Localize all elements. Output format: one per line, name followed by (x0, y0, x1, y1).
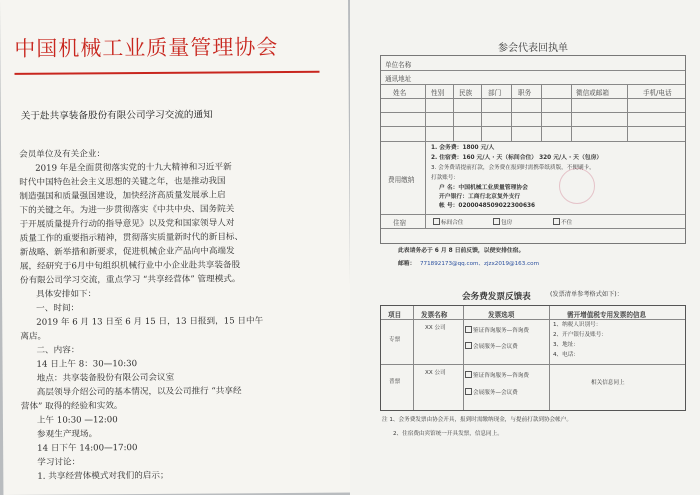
right-page (350, 0, 700, 495)
body-line: 参观生产现场。 (37, 429, 98, 440)
body-line: 新战略、新举措和新要求，促进机械企业产品向中高端发 (19, 246, 235, 258)
fee-label: 费用缴纳 (388, 176, 415, 184)
email-label: 邮箱： (398, 261, 416, 267)
body-line: 离店。 (20, 331, 47, 342)
body-line: 2019 年 6 月 13 日至 6 月 15 日，13 日报到，15 日中午 (36, 316, 264, 328)
body-line: 上午 10:30 —12:00 (36, 415, 118, 426)
col-department: 部门 (488, 89, 502, 97)
invoice-info-line: 3、地址： (553, 342, 579, 348)
fee-line: 3. 会务费请提前打款，会务费在报到时需携带纸质版，不便刷卡， (431, 165, 595, 171)
body-line: 高层领导介绍公司的基本情况，以及公司推行 “共享经 (36, 386, 242, 398)
return-note: 此表请务必于 6 月 8 日前反馈，以便安排住宿。 (398, 248, 525, 254)
checkbox-icon (465, 371, 472, 378)
body-line: 展，经研究于6月中旬组织机械行业中小企业赴共享装备股 (19, 260, 241, 272)
invoice-info-line: 相关信息同上 (591, 380, 625, 386)
body-line: 下的关键之年。为进一步贯彻落实《中共中央、国务院关 (19, 204, 235, 216)
fee-line: 开户银行：工商行北京复外支行 (439, 194, 521, 200)
room-option[interactable]: 不住 (553, 218, 572, 227)
invoice-table (380, 305, 686, 411)
body-line: 份有限公司学习交流，重点学习 “共享经营体” 管理模式。 (19, 274, 241, 286)
body-line: 时代中国特色社会主义思想的关键之年，也是推动我国 (19, 176, 226, 188)
col-position: 职务 (518, 89, 532, 97)
body-line: 14 日上午 8：30—10:30 (36, 359, 138, 370)
invoice-col-name: 发票名称 (421, 311, 448, 319)
unit-name-label: 单位名称 (385, 61, 412, 69)
invoice-row-item: 专票 (389, 337, 401, 343)
invoice-row-name: XX 公司 (425, 370, 446, 376)
body-line: 于开展质量提升行动的指导意见》以及党和国家领导人对 (19, 218, 235, 230)
invoice-row-name: XX 公司 (425, 325, 446, 331)
col-gender: 性别 (431, 89, 445, 97)
notice-title: 关于赴共享装备股份有限公司学习交流的通知 (20, 109, 213, 122)
checkbox-icon (465, 388, 472, 395)
body-line: 一、时间： (36, 303, 80, 314)
col-name: 姓名 (393, 89, 407, 97)
invoice-option[interactable]: 会展服务—会议费 (465, 388, 518, 397)
invoice-hint: (发票清单参考格式如下)： (550, 291, 623, 298)
body-line: 学习讨论： (37, 457, 81, 468)
fee-line: 户 名：中国机械工业质量管理协会 (439, 185, 528, 191)
invoice-row-item: 普票 (389, 379, 401, 385)
checkbox-icon (493, 218, 500, 225)
seal-stamp (559, 168, 595, 204)
body-line: 14 日下午 14:00—17:00 (37, 443, 138, 454)
invoice-col-item: 项目 (388, 311, 402, 319)
room-label: 住宿 (393, 219, 407, 227)
checkbox-icon (465, 342, 472, 349)
checkbox-icon (433, 218, 440, 225)
room-option[interactable]: 标间合住 (433, 218, 463, 227)
col-wechat-email: 微信或邮箱 (576, 89, 609, 97)
form-title: 参会代表回执单 (498, 43, 568, 54)
body-line: 质量工作的重要指示精神，贯彻落实质量新时代的新目标、 (19, 232, 244, 244)
invoice-info-line: 4、电话： (553, 352, 579, 358)
body-line: 1. 共享经营体模式对我们的启示； (37, 470, 169, 482)
body-line: 地点：共享装备股份有限公司会议室 (36, 372, 175, 384)
body-line: 制造强国和质量强国建设，加快经济高质量发展承上启 (19, 190, 226, 202)
email-values: 771892173@qq.com、zjzx2019@163.com (420, 261, 540, 267)
fee-line: 帐 号：0200048509022300636 (439, 203, 536, 209)
address-label: 通讯地址 (385, 75, 412, 83)
fee-line: 打款账号： (431, 175, 459, 181)
fee-line: 2. 住宿费：160 元/人 · 天（标间合住） 320 元/人 · 天（包房） (431, 155, 603, 161)
red-divider (15, 71, 320, 75)
body-line: 营体” 取得的经验和实效。 (20, 401, 123, 412)
checkbox-icon (553, 218, 560, 225)
body-line: 具体安排如下： (36, 289, 97, 300)
invoice-col-options: 发票选项 (488, 311, 515, 319)
invoice-title: 会务费发票反馈表 (462, 292, 531, 302)
invoice-info-line: 1、纳税人识别号： (553, 322, 602, 328)
footnote: 2、住宿费由宾馆统一开具发票，信息同上。 (393, 431, 503, 437)
org-title: 中国机械工业质量管理协会 (14, 35, 279, 61)
checkbox-icon (465, 326, 472, 333)
body-line: 二、内容： (36, 345, 80, 356)
body-line: 会员单位及有关企业： (19, 149, 106, 160)
invoice-option[interactable]: 鉴证咨询服务—咨询费 (465, 326, 529, 335)
col-ethnicity: 民族 (459, 89, 473, 97)
registration-form (380, 55, 686, 244)
col-phone: 手机/电话 (643, 89, 672, 97)
footnote: 注 1、会务费发票由协会开具，报到时需缴纳现金，与提前打款到协会帐户。 (382, 417, 572, 423)
invoice-info-line: 2、开户银行及账号： (553, 332, 607, 338)
fee-line: 1. 会务费：1800 元/人 (431, 145, 495, 151)
body-line: 2019 年是全面贯彻落实党的十九大精神和习近平新 (35, 162, 232, 174)
room-option[interactable]: 包房 (493, 218, 512, 227)
invoice-option[interactable]: 会展服务—会议费 (465, 342, 518, 351)
invoice-option[interactable]: 鉴证咨询服务—咨询费 (465, 371, 529, 380)
invoice-col-info: 需开增值税专用发票的信息 (567, 311, 647, 319)
